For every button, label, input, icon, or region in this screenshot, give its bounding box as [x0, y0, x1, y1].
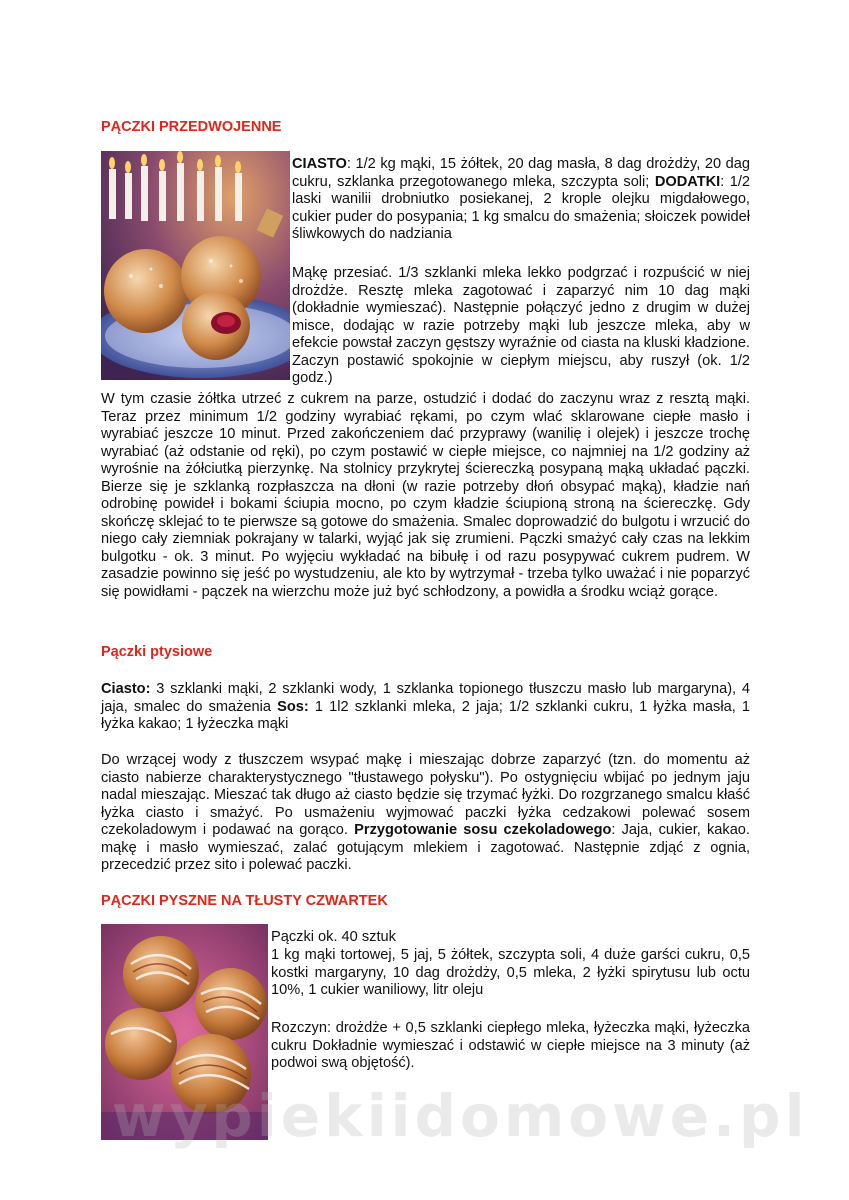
section-title-paczki-przedwojenne: PĄCZKI PRZEDWOJENNE [101, 119, 282, 135]
sos-label: Sos: [277, 698, 309, 715]
sauce-label: Przygotowanie sosu czekoladowego [354, 822, 612, 838]
section-title-paczki-ptysiowe: Pączki ptysiowe [101, 644, 213, 660]
rozczyn-paragraph: Rozczyn: drożdże + 0,5 szklanki ciepłego mleka, łyżeczka mąki, łyżeczka cukru Dokładnie wymieszać i odstawić w ciepłe miejsce na 3 minuty (aż podwoi swą objętość). [271, 1020, 750, 1071]
sauce-text: : Jaja, cukier, kakao. mąkę i masło wymieszać, zalać gotującym mlekiem i zagotować. Następnie zdjąć z ognia, przecedzić przez sito i polewać paczki. [101, 822, 750, 873]
yield-line: Pączki ok. 40 sztuk [271, 929, 396, 945]
dodatki-label: DODATKI [654, 173, 721, 190]
method-paragraph-2 [101, 752, 750, 875]
ingredients-paragraph-1 [292, 156, 750, 244]
dodatki-text: : 1/2 laski wanilii drobniutko posiekanej, 2 krople olejku migdałowego, cukier puder do posypania; 1 kg smalcu do smażenia; słoiczek powideł śliwkowych do nadziania [292, 173, 751, 242]
ciasto-label-2: Ciasto: [101, 681, 151, 697]
ciasto-text-2: 3 szklanki mąki, 2 szklanki wody, 1 szklanka topionego tłuszczu masło lub margaryna), 4 jaja, smalec do smażenia [101, 681, 750, 715]
ciasto-text: : 1/2 kg mąki, 15 żółtek, 20 dag masła, 8 dag drożdży, 20 dag cukru, szklanka przegotowanego mleka, szczypta soli; [292, 156, 750, 190]
donuts-with-candles-photo [101, 151, 290, 380]
sos-text: 1 1l2 szklanki mleka, 2 jaja; 1/2 szklanki cukru, 1 łyżka masła, 1 łyżka kakao; 1 łyżeczka mąki [101, 698, 750, 732]
ingredients-paragraph-3: 1 kg mąki tortowej, 5 jaj, 5 żółtek, szczypta soli, 4 duże garści cukru, 0,5 kostki margaryny, 10 dag drożdży, 0,5 mleka, 2 łyżki spirytusu lub octu 10%, 1 cukier waniliowy, litr oleju [271, 947, 750, 998]
watermark-text: wypiekiidomowe.pl [112, 1082, 809, 1150]
section-title-paczki-pyszne: PĄCZKI PYSZNE NA TŁUSTY CZWARTEK [101, 893, 388, 909]
method-full-paragraph-1: W tym czasie żółtka utrzeć z cukrem na parze, ostudzić i dodać do zaczynu wraz z resztą mąki. Teraz przez minimum 1/2 godziny wyrabiać rękami, po czym wlać sklarowane ciepłe masło i wyrabiać jeszcze 10 minut. Przed zakończeniem dać przyprawy (wanilię i olejek) i jeszcze trochę wyrabiać (aż odstanie od ręki), po czym postawić w ciepłe miejsce, co najmniej na 1/2 godziny aż wyrośnie na żółciutką pierzynkę. Na stolnicy przykrytej ściereczką posypaną mąką układać pączki. Bierze się je szklanką rozpłaszcza na dłoni (w razie potrzeby dłoń obsypać mąką), kładzie nań odrobinę powideł i bokami ściupia mocno, po czym kładzie ściupioną stroną na ściereczkę. Gdy skończę sklejać to te pierwsze są gotowe do smażenia. Smalec doprowadzić do bulgotu i wrzucić do niego cały ziemniak pokrajany w talarki, wyjąć jak się zrumieni. Pączki smażyć cały czas na lekkim bulgotku - ok. 3 minut. Po wyjęciu wykładać na bibułę i od razu posypywać cukrem pudrem. W zasadzie powinno się jeść po wystudzeniu, ale kto by wytrzymał - trzeba tylko uważać i nie poparzyć się powidłami - pączek na wierzchu może już być schłodzony, a powidła a środku wciąż gorące. [101, 391, 750, 600]
method-text-2: Do wrzącej wody z tłuszczem wsypać mąkę i mieszając dobrze zaparzyć (tzn. do momentu aż ciasto nabierze charakterystycznego "tłustawego połysku"). Po ostygnięciu wbijać po jednym jaju nadal mieszając. Mieszać tak długo aż ciasto będzie się trzymać łyżki. Do rozgrzanego smalcu kłaść łyżka ciasto i smażyć. Po usmażeniu wyjmować paczki łyżka cedzakowi polewać sosem czekoladowym i podawać na gorąco. [101, 752, 750, 838]
ciasto-label: CIASTO [292, 156, 347, 172]
method-side-paragraph-1: Mąkę przesiać. 1/3 szklanki mleka lekko podgrzać i rozpuścić w niej drożdże. Resztę mleka zagotować i zaparzyć nim 10 dag mąki (dokładnie wymieszać). Następnie połączyć jedno z drugim w dużej misce, dodając w razie potrzeby mąki lub jeszcze mleka, aby w efekcie powstał zaczyn gęstszy wyraźnie od ciasta na kluski kładzione. Zaczyn postawić spokojnie w ciepłym miejscu, aby ruszył (ok. 1/2 godz.) [292, 265, 750, 386]
ingredients-paragraph-2 [101, 681, 750, 734]
